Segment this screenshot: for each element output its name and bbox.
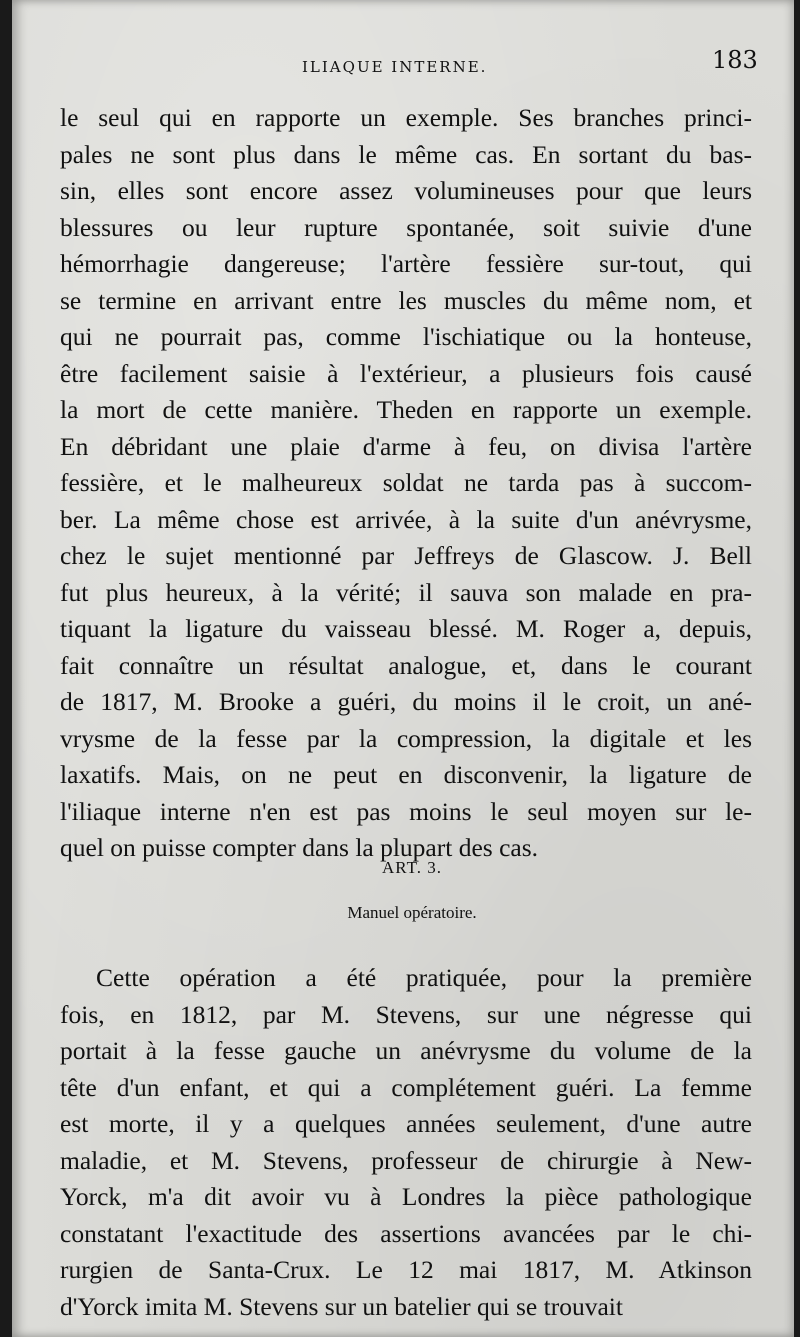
text-line: maladie, et M. Stevens, professeur de chirurgie à New- [60,1145,752,1175]
text-line: vrysme de la fesse par la compression, la digitale et les [60,723,752,753]
text-line: blessures ou leur rupture spontanée, soit suivie d'une [60,212,752,242]
text-line: Yorck, m'a dit avoir vu à Londres la pièce pathologique [60,1182,752,1211]
text-line: constatant l'exactitude des assertions avancées par le chi- [60,1218,752,1248]
text-line: de 1817, M. Brooke a guéri, du moins il le croit, un ané- [60,687,752,716]
text-line: se termine en arrivant entre les muscles du même nom, et [60,285,752,315]
text-line: d'Yorck imita M. Stevens sur un batelier qui se trouvait [60,1291,623,1321]
text-line: portait à la fesse gauche un anévrysme du volume de la [60,1036,752,1065]
text-line: fois, en 1812, par M. Stevens, sur une négresse qui [60,999,752,1029]
text-line: tête d'un enfant, et qui a complétement guéri. La femme [60,1072,752,1102]
text-line: l'iliaque interne n'en est pas moins le seul moyen sur le- [60,796,752,826]
text-line: le seul qui en rapporte un exemple. Ses branches princi- [60,103,752,132]
text-line: En débridant une plaie d'arme à feu, on divisa l'artère [60,431,752,461]
text-line: hémorrhagie dangereuse; l'artère fessière sur-tout, qui [60,249,752,278]
paragraph-continued [60,100,752,867]
book-page [12,0,794,1337]
text-line: chez le sujet mentionné par Jeffreys de Glascow. J. Bell [60,541,752,570]
text-line: fait connaître un résultat analogue, et, dans le courant [60,650,752,680]
text-line: tiquant la ligature du vaisseau blessé. M. Roger a, depuis, [60,614,752,643]
text-line: quel on puisse compter dans la plupart des cas. [60,833,539,862]
page-number: 183 [712,46,758,74]
text-line: la mort de cette manière. Theden en rapporte un exemple. [60,395,752,424]
text-line: Cette opération a été pratiquée, pour la première [96,963,752,992]
running-head: ILIAQUE INTERNE. [302,58,488,76]
text-line: laxatifs. Mais, on ne peut en disconvenir, la ligature de [60,760,752,789]
text-line: pales ne sont plus dans le même cas. En sortant du bas- [60,139,752,169]
text-line: est morte, il y a quelques années seulement, d'une autre [60,1109,752,1138]
text-line: être facilement saisie à l'extérieur, a plusieurs fois causé [60,358,752,388]
text-line: fessière, et le malheureux soldat ne tarda pas à succom- [60,468,752,497]
section-title: Manuel opératoire. [347,903,477,922]
text-line: qui ne pourrait pas, comme l'ischiatique ou la honteuse, [60,322,752,351]
text-line: ber. La même chose est arrivée, à la suite d'un anévrysme, [60,504,752,534]
text-line: rurgien de Santa-Crux. Le 12 mai 1817, M. Atkinson [60,1255,752,1284]
article-heading: ART. 3. [382,858,442,877]
paragraph-manuel-operatoire [60,960,752,1325]
text-line: sin, elles sont encore assez volumineuses pour que leurs [60,176,752,205]
text-line: fut plus heureux, à la vérité; il sauva son malade en pra- [60,577,752,607]
